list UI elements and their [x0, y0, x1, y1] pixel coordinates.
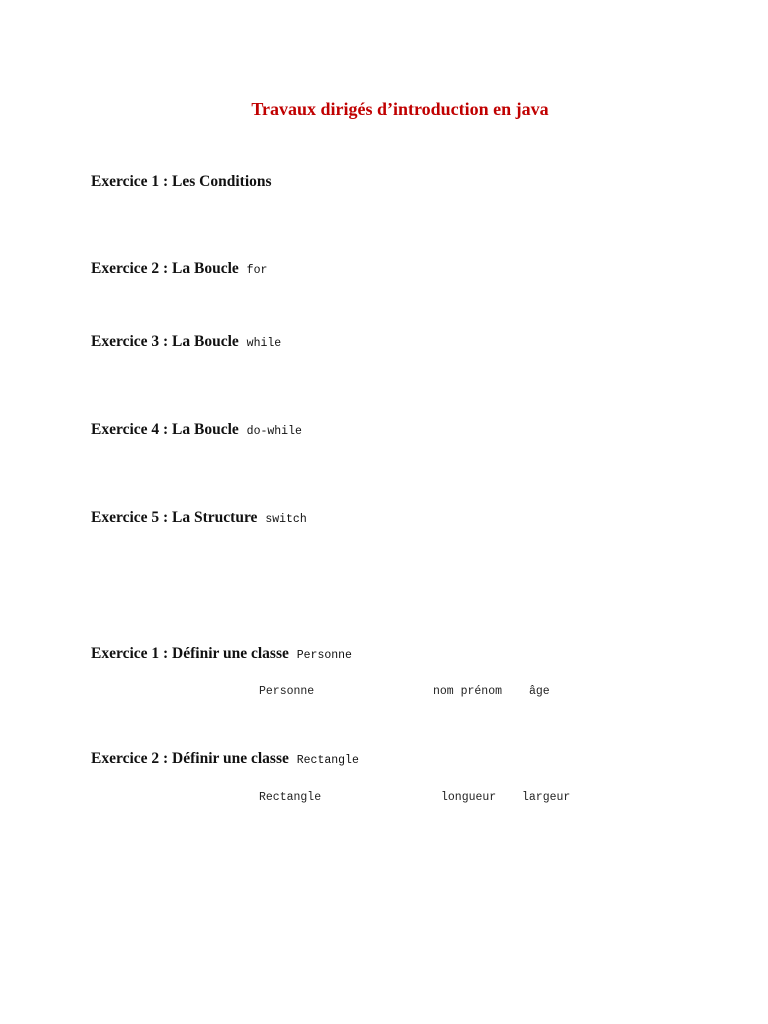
exercise-label: Exercice 4 : La Boucle: [91, 421, 239, 438]
exercise-heading-class-personne: [91, 645, 352, 663]
exercise-label: Exercice 3 : La Boucle: [91, 333, 239, 350]
exercise-label: Exercice 5 : La Structure: [91, 509, 258, 526]
class-name-personne: Personne: [259, 685, 315, 698]
exercise-code-keyword: Personne: [296, 649, 352, 662]
exercise-label: Exercice 1 : Définir une classe: [91, 645, 289, 662]
exercise-heading-switch: [91, 509, 307, 527]
exercise-label: Exercice 2 : Définir une classe: [91, 750, 289, 767]
exercise-heading-do-while-loop: [91, 421, 302, 439]
exercise-heading-for-loop: [91, 260, 267, 278]
exercise-label: Exercice 2 : La Boucle: [91, 260, 239, 277]
exercise-code-keyword: switch: [265, 513, 307, 526]
attribute-longueur: longueur: [441, 791, 497, 804]
attribute-age: âge: [529, 685, 550, 698]
exercise-heading-while-loop: [91, 333, 281, 351]
attribute-nom-prenom: nom prénom: [433, 685, 503, 698]
exercise-label: Exercice 1 : Les Conditions: [91, 173, 272, 190]
exercise-code-keyword: for: [246, 264, 268, 277]
class-name-rectangle: Rectangle: [259, 791, 322, 804]
exercise-code-keyword: Rectangle: [296, 754, 359, 767]
attribute-largeur: largeur: [522, 791, 571, 804]
exercise-heading-conditions: [91, 173, 272, 191]
exercise-code-keyword: while: [246, 337, 282, 350]
exercise-code-keyword: do-while: [246, 425, 302, 438]
document-title: Travaux dirigés d’introduction en java: [251, 99, 549, 119]
exercise-heading-class-rectangle: [91, 750, 359, 768]
